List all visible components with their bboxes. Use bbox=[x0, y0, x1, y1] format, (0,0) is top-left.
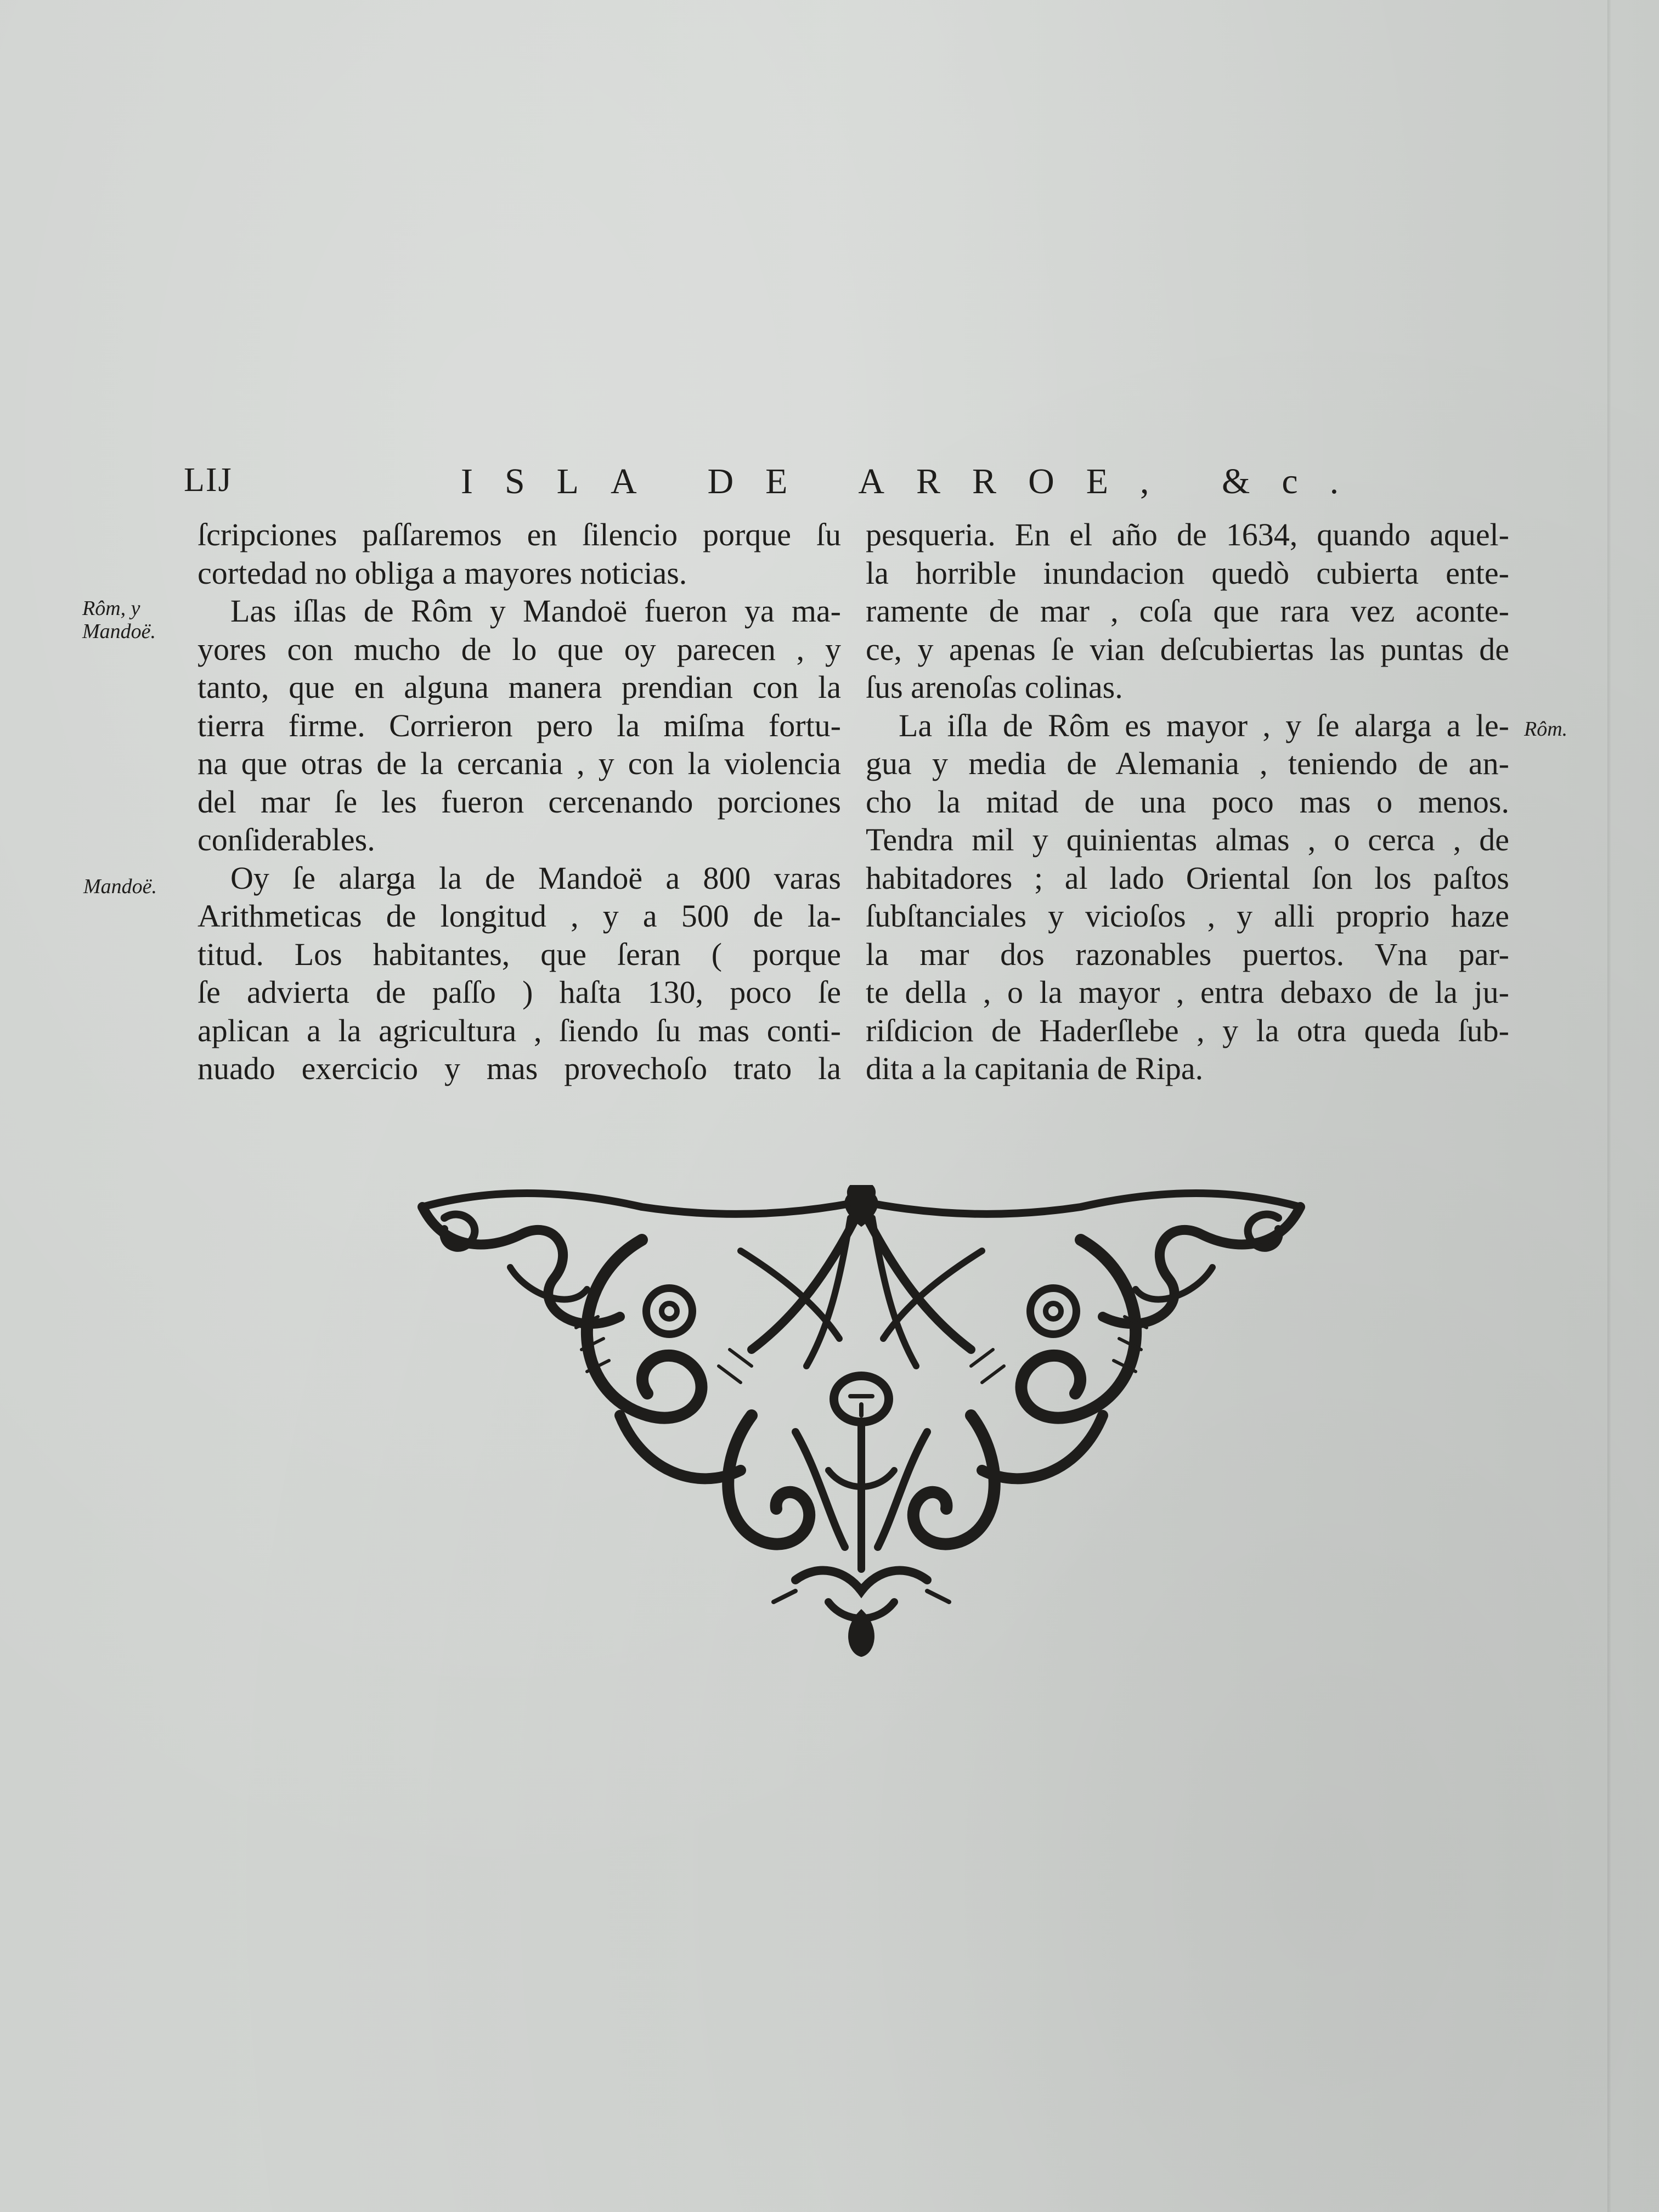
page-edge-shadow bbox=[1607, 0, 1611, 2212]
margin-note-line: Rôm, y bbox=[82, 597, 140, 620]
running-header bbox=[184, 461, 1517, 516]
text-line: gua y media de Alemania , teniendo de an- bbox=[866, 746, 1509, 781]
text-line: cho la mitad de una poco mas o menos. bbox=[866, 783, 1509, 820]
folio-number: LIJ bbox=[184, 461, 233, 499]
text-line: ſe advierta de paſſo ) haſta 130, poco ſe bbox=[198, 974, 841, 1010]
text-line: la mar dos razonables puertos. Vna par- bbox=[866, 936, 1509, 972]
margin-note-line: Mandoë. bbox=[82, 620, 156, 643]
text-line: te della , o la mayor , entra debaxo de la ju- bbox=[866, 974, 1509, 1010]
text-line: na que otras de la cercania , y con la violencia bbox=[198, 746, 841, 781]
left-text-column bbox=[198, 516, 841, 1088]
text-line: conſiderables. bbox=[198, 822, 375, 857]
text-line: del mar ſe les fueron cercenando porciones bbox=[198, 783, 841, 820]
text-line: ce, y apenas ſe vian deſcubiertas las puntas de bbox=[866, 631, 1509, 667]
text-line: ſcripciones paſſaremos en ſilencio porque ſu bbox=[198, 517, 841, 552]
right-text-column bbox=[866, 516, 1509, 1088]
text-line: titud. Los habitantes, que ſeran ( porque bbox=[198, 936, 841, 972]
text-line: pesqueria. En el año de 1634, quando aquel- bbox=[866, 517, 1509, 552]
text-line: Oy ſe alarga la de Mandoë a 800 varas bbox=[230, 860, 841, 896]
text-line: aplican a la agricultura , ſiendo ſu mas conti- bbox=[198, 1012, 841, 1048]
text-line: ramente de mar , coſa que rara vez aconte- bbox=[866, 593, 1509, 629]
text-line: habitadores ; al lado Oriental ſon los paſtos bbox=[866, 860, 1509, 896]
text-line: la horrible inundacion quedò cubierta ente- bbox=[866, 555, 1509, 591]
text-line: dita a la capitania de Ripa. bbox=[866, 1051, 1204, 1086]
text-line: tierra firme. Corrieron pero la miſma fortu- bbox=[198, 707, 841, 743]
text-line: Tendra mil y quinientas almas , o cerca , de bbox=[866, 822, 1509, 857]
margin-note-rom: Rôm. bbox=[1524, 718, 1568, 741]
text-line: tanto, que en alguna manera prendian con la bbox=[198, 669, 841, 705]
text-line: ſus arenoſas colinas. bbox=[866, 669, 1123, 705]
text-line: yores con mucho de lo que oy parecen , y bbox=[198, 631, 841, 667]
ornament-tailpiece-icon bbox=[411, 1185, 1311, 1657]
text-line: cortedad no obliga a mayores noticias. bbox=[198, 555, 687, 591]
text-line: ſubſtanciales y vicioſos , y alli proprio haze bbox=[866, 898, 1509, 934]
running-title: ISLA DE ARROE, &c. bbox=[461, 461, 1371, 501]
text-line: Las iſlas de Rôm y Mandoë fueron ya ma- bbox=[230, 593, 841, 629]
text-line: nuado exercicio y mas provechoſo trato la bbox=[198, 1051, 841, 1086]
text-line: Arithmeticas de longitud , y a 500 de la- bbox=[198, 898, 841, 934]
margin-note-mandoe: Mandoë. bbox=[83, 875, 157, 898]
floral-ornament-icon bbox=[411, 1185, 1311, 1657]
text-line: La iſla de Rôm es mayor , y ſe alarga a le- bbox=[899, 707, 1509, 743]
margin-note-rom-mandoe bbox=[82, 597, 156, 643]
text-line: riſdicion de Haderſlebe , y la otra queda ſub- bbox=[866, 1012, 1509, 1048]
